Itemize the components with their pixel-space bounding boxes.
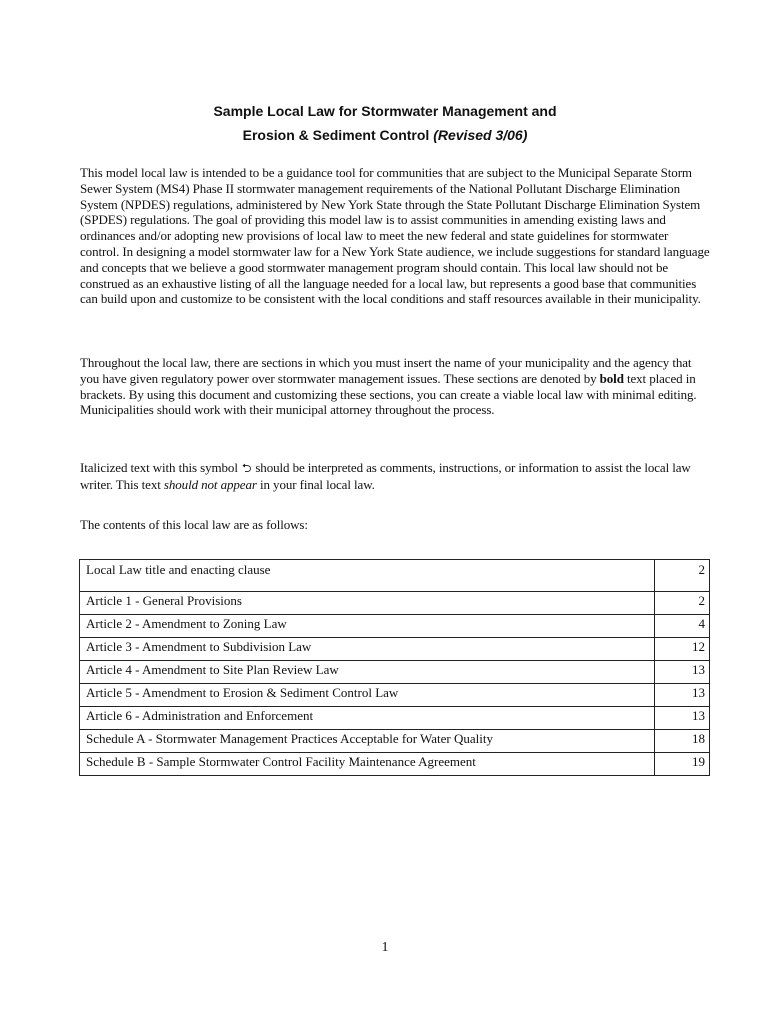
intro-paragraph: This model local law is intended to be a guidance tool for communities that are subject to the Municipal Separate Storm Sewer System (MS4) Phase II stormwater management requirements of the National Pollutant Discharge Elimination System (NPDES) regulations, administered by New York State through the State Pollutant Discharge Elimination System (SPDES) regulations. The goal of providing this model law is to assist communities in amending existing laws and ordinances and/or adopting new provisions of local law to meet the new federal and state guidelines for stormwater control. In designing a model stormwater law for a New York State audience, we include suggestions for standard language and concepts that we believe a good stormwater management program should contain. This local law should not be construed as an exhaustive listing of all the language needed for a local law, but represents a good base that communities can build upon and customize to be consistent with the local conditions and staff resources available in their municipality. bbox=[80, 165, 710, 307]
toc-entry-page: 12 bbox=[655, 638, 710, 661]
para3-italic-phrase: should not appear bbox=[163, 476, 257, 492]
toc-row bbox=[80, 753, 710, 776]
para3-text-a: Italicized text with this symbol bbox=[80, 460, 238, 475]
page-number: 1 bbox=[381, 940, 389, 955]
toc-row bbox=[80, 592, 710, 615]
toc-entry-page: 13 bbox=[655, 707, 710, 730]
toc-entry-label: Article 2 - Amendment to Zoning Law bbox=[80, 615, 655, 638]
toc-entry-page: 4 bbox=[655, 615, 710, 638]
para2-text-a: Throughout the local law, there are sections in which you must insert the name of your municipality and the agency that you have given regulatory power over stormwater management issues. These sections are denoted by bbox=[80, 355, 692, 386]
comment-arrow-icon: ⮌ bbox=[241, 461, 252, 475]
para2-text-b: text placed in brackets. By using this document and customizing these sections, you can create a viable local law with minimal editing. Municipalities should work with their municipal attorney throughout the process. bbox=[80, 370, 697, 418]
toc-entry-page: 18 bbox=[655, 730, 710, 753]
document-title-main: Erosion & Sediment Control bbox=[242, 127, 430, 143]
toc-row bbox=[80, 684, 710, 707]
document-title-revision: (Revised 3/06) bbox=[433, 127, 528, 143]
toc-entry-page: 13 bbox=[655, 684, 710, 707]
toc-row bbox=[80, 730, 710, 753]
bracket-instructions-paragraph bbox=[80, 355, 710, 418]
toc-row bbox=[80, 638, 710, 661]
italic-comments-paragraph bbox=[80, 460, 710, 493]
toc-entry-label: Article 1 - General Provisions bbox=[80, 592, 655, 615]
toc-row bbox=[80, 560, 710, 592]
toc-row bbox=[80, 707, 710, 730]
contents-intro: The contents of this local law are as follows: bbox=[80, 517, 308, 532]
toc-entry-page: 13 bbox=[655, 661, 710, 684]
document-title-line-2 bbox=[0, 123, 770, 147]
contents-table bbox=[79, 559, 710, 776]
toc-row bbox=[80, 661, 710, 684]
toc-entry-page: 19 bbox=[655, 753, 710, 776]
para2-bold-word: bold bbox=[599, 370, 624, 386]
para3-text-b: should be interpreted as comments, instructions, or information to assist the local law writer. This text bbox=[80, 460, 691, 492]
toc-entry-label: Schedule B - Sample Stormwater Control Facility Maintenance Agreement bbox=[80, 753, 655, 776]
toc-entry-label: Local Law title and enacting clause bbox=[80, 560, 655, 592]
para3-text-c: in your final local law. bbox=[256, 476, 375, 492]
toc-entry-page: 2 bbox=[655, 592, 710, 615]
toc-entry-label: Article 4 - Amendment to Site Plan Review Law bbox=[80, 661, 655, 684]
toc-entry-label: Article 5 - Amendment to Erosion & Sediment Control Law bbox=[80, 684, 655, 707]
toc-entry-label: Article 3 - Amendment to Subdivision Law bbox=[80, 638, 655, 661]
document-title-line-1: Sample Local Law for Stormwater Management and bbox=[213, 103, 557, 119]
toc-row bbox=[80, 615, 710, 638]
toc-entry-label: Article 6 - Administration and Enforcement bbox=[80, 707, 655, 730]
toc-entry-label: Schedule A - Stormwater Management Practices Acceptable for Water Quality bbox=[80, 730, 655, 753]
toc-entry-page: 2 bbox=[655, 560, 710, 592]
